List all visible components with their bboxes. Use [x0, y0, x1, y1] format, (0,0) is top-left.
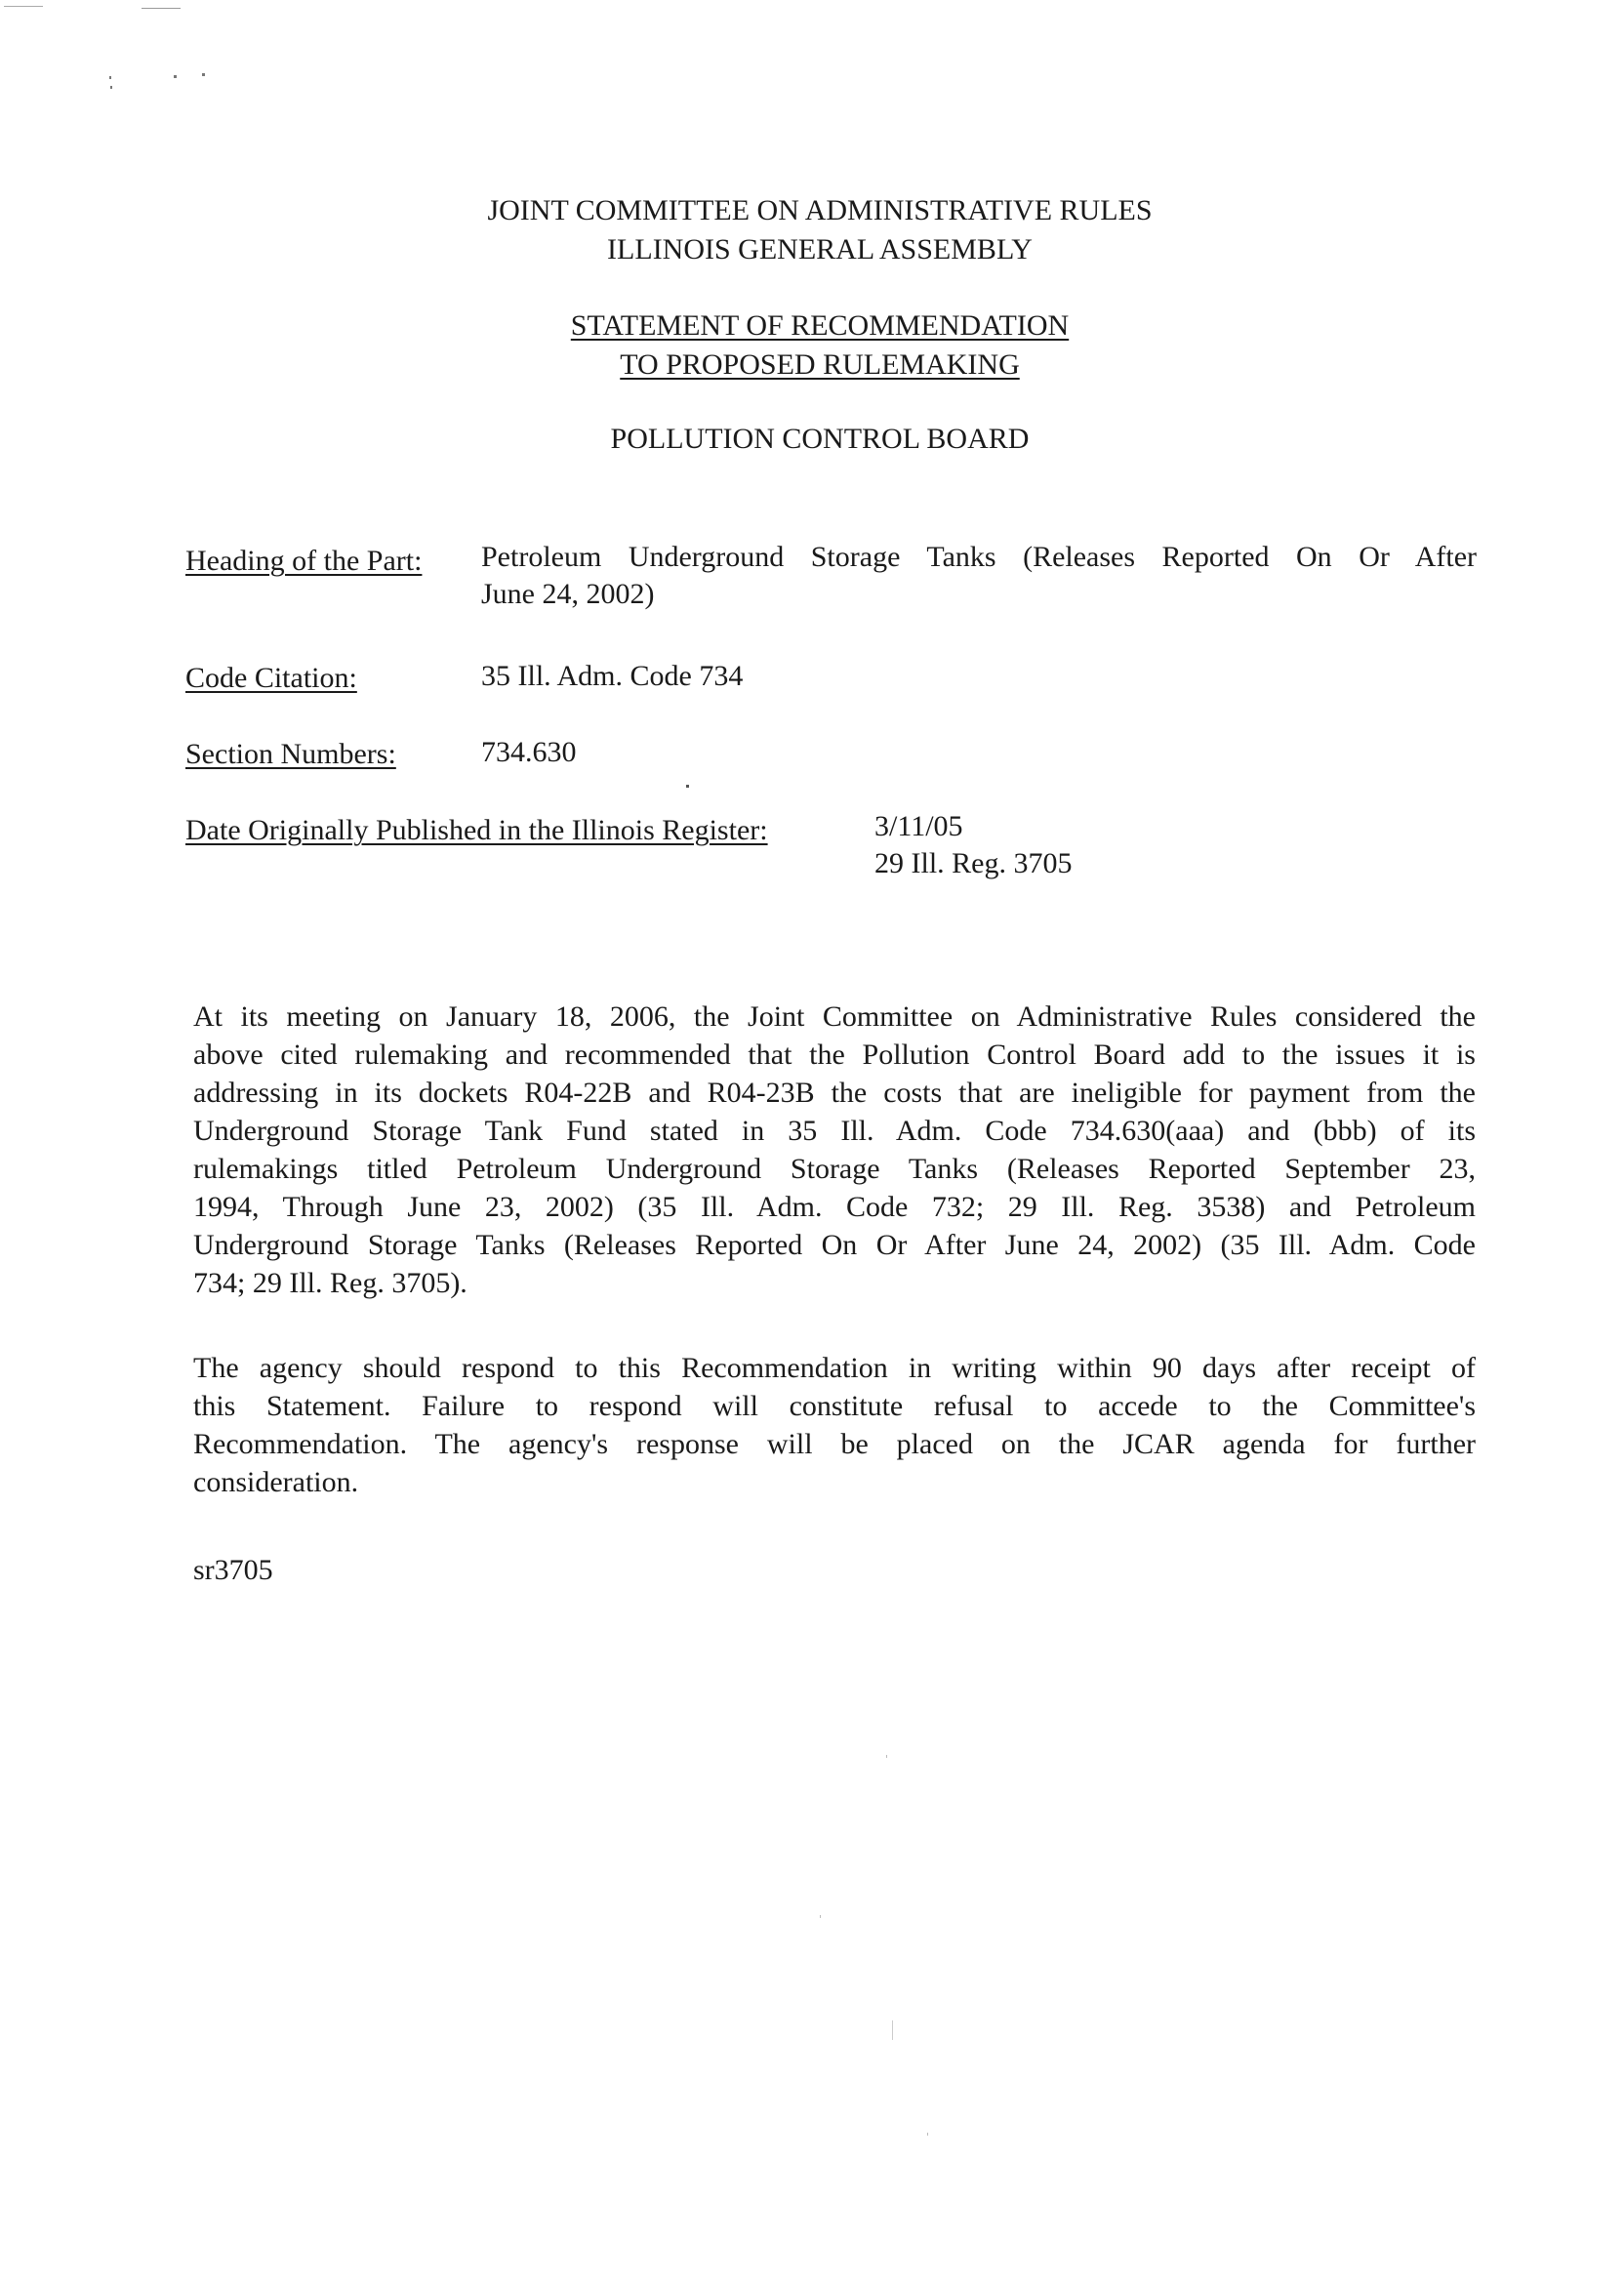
- recommendation-paragraph: [193, 998, 1476, 1302]
- section-numbers-label: Section Numbers:: [185, 738, 396, 770]
- scan-speck: [892, 2020, 893, 2040]
- paragraph-line: The agency should respond to this Recommendation in writing within 90 days after receipt of: [193, 1352, 1476, 1384]
- heading-value-line-1: Petroleum Underground Storage Tanks (Releases Reported On Or After: [481, 541, 1477, 573]
- response-paragraph: [193, 1349, 1476, 1501]
- paragraph-line: consideration.: [193, 1466, 359, 1498]
- assembly-name: ILLINOIS GENERAL ASSEMBLY: [607, 233, 1033, 265]
- committee-title: [0, 191, 1624, 269]
- date-published-label: Date Originally Published in the Illinois Register:: [185, 814, 768, 846]
- heading-label: Heading of the Part:: [185, 545, 423, 577]
- date-published-value: [874, 808, 1073, 882]
- scan-speck: [142, 8, 181, 9]
- paragraph-line: Underground Storage Tanks (Releases Reported On Or After June 24, 2002) (35 Ill. Adm. Code: [193, 1229, 1476, 1261]
- heading-value: [481, 539, 1477, 613]
- agency-name: [0, 420, 1624, 459]
- paragraph-line: 734; 29 Ill. Reg. 3705).: [193, 1267, 467, 1299]
- scan-speck: [686, 785, 689, 788]
- scan-speck: [4, 6, 43, 7]
- date-published-register: 29 Ill. Reg. 3705: [874, 847, 1073, 879]
- paragraph-line: Recommendation. The agency's response will be placed on the JCAR agenda for further: [193, 1428, 1476, 1460]
- section-numbers-value: 734.630: [481, 736, 577, 768]
- paragraph-line: above cited rulemaking and recommended that the Pollution Control Board add to the issues it is: [193, 1039, 1476, 1071]
- scan-speck: [202, 73, 205, 76]
- heading-value-line-2: June 24, 2002): [481, 578, 655, 610]
- scan-speck: [820, 1915, 821, 1918]
- paragraph-line: this Statement. Failure to respond will constitute refusal to accede to the Committee's: [193, 1390, 1476, 1422]
- scan-speck: [110, 86, 112, 89]
- document-code: sr3705: [193, 1554, 273, 1586]
- date-published-date: 3/11/05: [874, 810, 963, 842]
- committee-name: JOINT COMMITTEE ON ADMINISTRATIVE RULES: [487, 194, 1153, 226]
- statement-title: [0, 306, 1624, 385]
- paragraph-line: addressing in its dockets R04-22B and R04-23B the costs that are ineligible for payment from the: [193, 1077, 1476, 1109]
- statement-line-1: STATEMENT OF RECOMMENDATION: [570, 309, 1070, 342]
- scan-speck: [174, 75, 177, 78]
- statement-line-2: TO PROPOSED RULEMAKING: [620, 348, 1020, 381]
- paragraph-line: rulemakings titled Petroleum Underground Storage Tanks (Releases Reported September 23,: [193, 1153, 1476, 1185]
- paragraph-line: At its meeting on January 18, 2006, the Joint Committee on Administrative Rules considered the: [193, 1000, 1476, 1033]
- agency-name-text: POLLUTION CONTROL BOARD: [610, 423, 1030, 455]
- scan-speck: [927, 2133, 928, 2136]
- scan-speck: [886, 1755, 887, 1758]
- paragraph-line: 1994, Through June 23, 2002) (35 Ill. Adm. Code 732; 29 Ill. Reg. 3538) and Petroleum: [193, 1191, 1476, 1223]
- code-citation-label: Code Citation:: [185, 662, 357, 694]
- scan-speck: [109, 76, 111, 79]
- code-citation-value: 35 Ill. Adm. Code 734: [481, 660, 744, 692]
- paragraph-line: Underground Storage Tank Fund stated in 35 Ill. Adm. Code 734.630(aaa) and (bbb) of its: [193, 1115, 1476, 1147]
